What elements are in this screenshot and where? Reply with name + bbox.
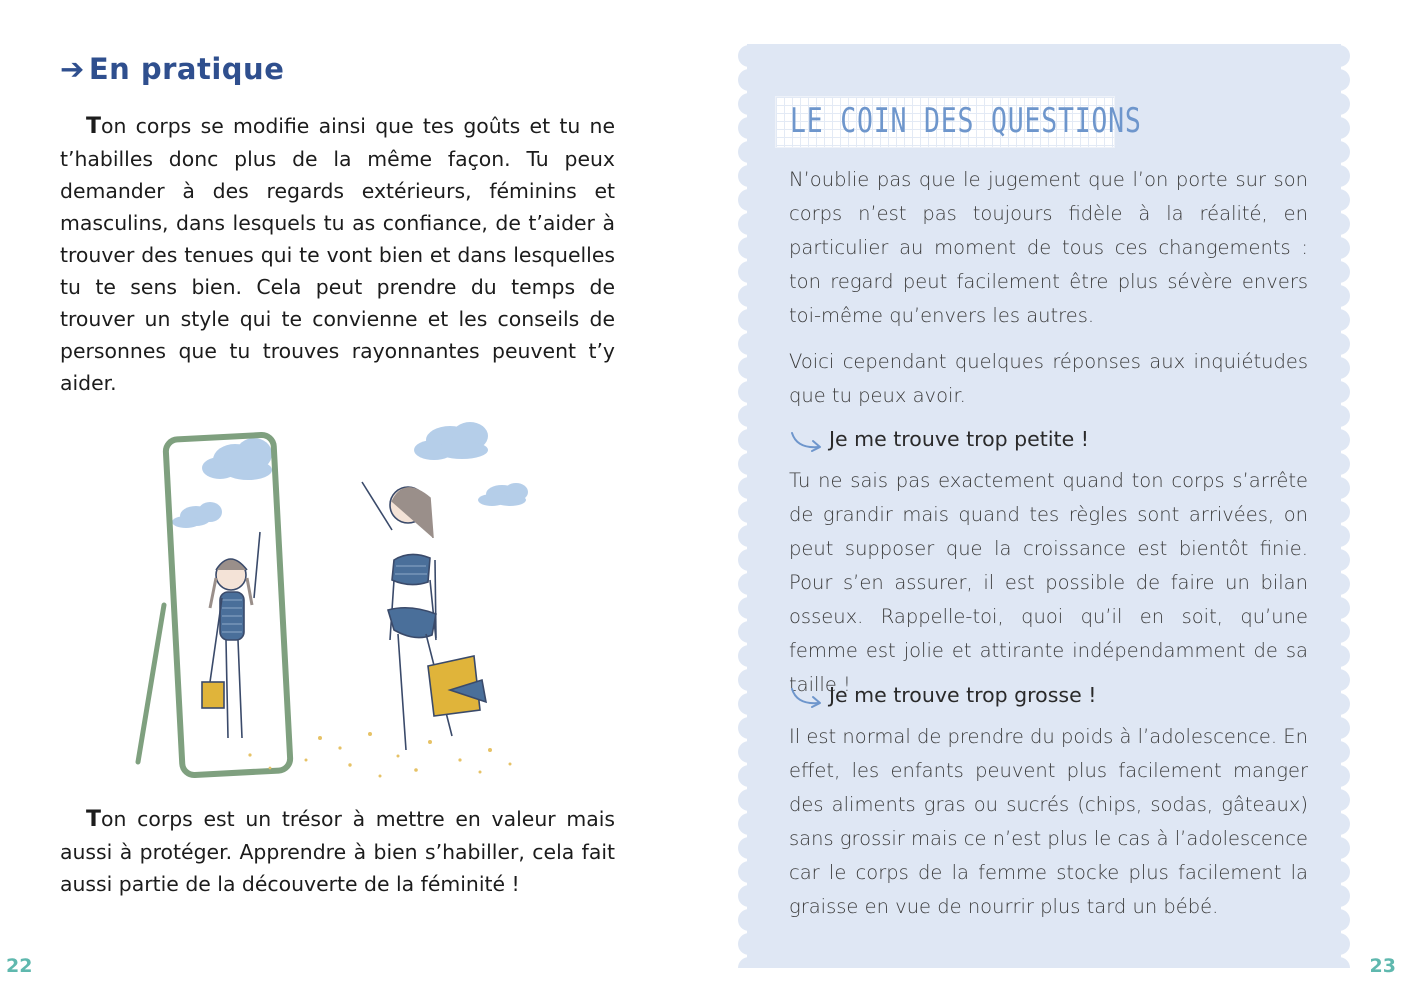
body-paragraph-2 [60,803,615,900]
drop-initial: T [86,114,102,139]
cloud-icon [478,483,528,506]
cloud-icon [172,502,222,528]
scalloped-edge [737,44,757,968]
page-number: 23 [1369,955,1396,977]
section-title-text: En pratique [88,52,285,86]
woman-figure [362,482,486,750]
intro-paragraph-2: Voici cependant quelques réponses aux inquiétudes que tu peux avoir. [789,350,1308,407]
answer-paragraph-2: Il est normal de prendre du poids à l’adolescence. En effet, les enfants peuvent plus facilement manger des aliments gras ou sucrés (chips, sodas, gâteaux) sans grossir mais ce n’est plus le cas à l’adolescence car le corps de la femme stocke plus facilement la graisse en vue de nourrir plus tard un bébé. [789,725,1308,918]
page-number: 22 [6,955,33,977]
paragraph-text: on corps est un trésor à mettre en valeur mais aussi à protéger. Apprendre à bien s’habiller, cela fait aussi partie de la découverte de la féminité ! [60,807,615,896]
question-text: Je me trouve trop grosse ! [829,683,1097,707]
body-paragraph-1 [60,110,615,399]
cloud-icon [202,438,272,480]
curved-arrow-icon [789,429,825,455]
scalloped-edge [1331,44,1351,968]
box-title-text: LE COIN DES QUESTIONS [790,101,1142,141]
section-title [60,52,284,86]
question-text: Je me trouve trop petite ! [829,427,1089,451]
mirror-illustration [130,420,550,790]
intro-paragraph-1: N’oublie pas que le jugement que l’on porte sur son corps n’est pas toujours fidèle à la réalité, en particulier au moment de tous ces changements : ton regard peut facilement être plus sévère envers toi-même qu’envers les autres. [789,168,1308,327]
cloud-icon [414,422,488,460]
arrow-right-icon: ➔ [60,52,85,86]
paragraph-text: on corps se modifie ainsi que tes goûts et tu ne t’habilles donc plus de la même façon. Tu peux demander à des regards extérieurs, féminins et masculins, dans lesquels tu as confiance, de t’aider à trouver des tenues qui te vont bien et dans lesquelles tu te sens bien. Cela peut prendre du temps de trouver un style qui te convienne et les conseils de personnes que tu trouves rayonnantes peuvent t’y aider. [60,114,615,395]
girl-reflection [202,532,260,738]
curved-arrow-icon [789,685,825,711]
right-page [703,0,1406,994]
answer-paragraph-1: Tu ne sais pas exactement quand ton corps s’arrête de grandir mais quand tes règles sont arrivées, on peut supposer que la croissance est bientôt finie. Pour s’en assurer, il est possible de faire un bilan osseux. Rappelle-toi, quoi qu’il en soit, qu’une femme est jolie et attirante indépendamment de sa taille ! [789,469,1308,696]
drop-initial: T [86,807,102,832]
box-title [776,97,1142,147]
